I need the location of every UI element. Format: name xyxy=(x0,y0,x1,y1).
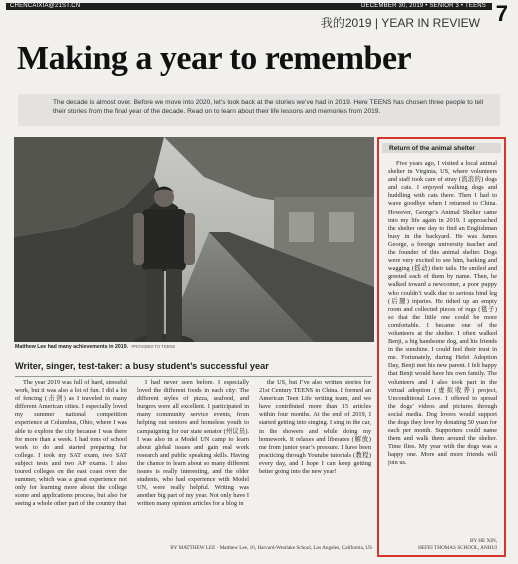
photo-illustration xyxy=(14,137,374,342)
photo-caption xyxy=(15,344,175,350)
sidebar-byline xyxy=(385,538,497,552)
intro-box xyxy=(18,94,500,126)
section-title: 我的2019 | YEAR IN REVIEW xyxy=(320,16,480,30)
issue-info: DECEMBER 30, 2019 • SENIOR 3 • TEENS xyxy=(361,3,486,9)
story-column-1 xyxy=(15,379,127,539)
story-column-1-text: The year 2019 was full of hard, stressful work, but it was also a lot of fun. I did a lot of fencing (击剑) as I traveled to many different American cities. I especially loved my summer national competition experience at Columbus, Ohio, where I was able to explore the city because I was there for more than a week. I had tons of school work to do and started preparing for college. I took my SAT exam, two SAT subject tests and two AP exams. I also toured colleges on the east coast over the summer, which was a great experience not only for learning more about the college scene and applications process, but also for seeing a whole other part of the country that xyxy=(15,379,127,508)
story-column-2 xyxy=(137,379,249,539)
animal-shelter-sidebar xyxy=(377,137,506,557)
divider xyxy=(15,376,372,377)
story-body xyxy=(15,379,372,539)
page-number: 7 xyxy=(495,1,508,26)
sidebar-school: HEFEI THOMAS SCHOOL, ANHUI xyxy=(418,545,497,551)
sidebar-title: Return of the animal shelter xyxy=(389,145,475,152)
story-school: Matthew Lee, 16, Harvard-Westlake School, Los Angeles, California, US xyxy=(219,545,372,551)
site-email: CHENCAIXIA@21ST.CN xyxy=(10,3,81,9)
story-title: Writer, singer, test-taker: a busy student’s successful year xyxy=(15,361,269,371)
feature-photo xyxy=(14,137,374,342)
top-bar xyxy=(6,3,492,10)
story-byline: BY MATTHEW LEE · Matthew Lee, 16, Harvard-Westlake School, Los Angeles, California, US xyxy=(170,545,372,551)
story-column-3 xyxy=(259,379,371,539)
story-author: BY MATTHEW LEE xyxy=(170,545,216,551)
story-column-2-text: I had never seen before. I especially loved the different foods in each city: The different styles of pizza, seafood, and burgers were all excellent. I participated in many community service events, from helping out seniors and homeless youth to campaigning for our state senator (州议员). I was also in a Model UN camp to learn about global issues and gain real work research and public speaking skills. Having the chance to learn about so many different issues is really interesting, and the older students, who had experience with Model UN, were really helpful. Writing was another big part of my year. Not only have I written many opinion articles for a blog in xyxy=(137,379,249,508)
page-headline: Making a year to remember xyxy=(17,40,412,77)
sidebar-text: Five years ago, I visited a local animal shelter in Virginia, US, where volunteers and staff took care of stray (流浪的) dogs and cats. I enjoyed walking dogs and huddling with cats there. Then I had to wave goodbye when I returned to China. However, George’s Animal Shelter came into my life again in 2019. I approached the shelter one day to find an Englishman busy in the backyard. He was James George, a foreign university teacher and the founder of this animal shelter. Dogs were very excited to see him, barking and wagging (摇动) their tails. He smiled and greeted each of them by name. Then, he walked toward a newcomer, a poor puppy who couldn’t walk due to serious hind leg (后腿) injuries. He tidied up an empty room and collected pieces of rugs (毯子) so that the little one could be more comfortable. I became one of the volunteers at the shelter. I often walked Benji, a big handsome dog, and his friends in the sunshine. I could feel their trust in me. Fortunately, during Hefei Adoption Day, Benji met his new parent. I felt happy that Benji would have his own family. The volunteers and I also took part in the virtual adoption (虚拟收养) project, Unconditional Love. I offered to spread the dogs’ videos and pictures through social media. Dog lovers would support the dogs they love by donating 50 yuan for each per month. Supporters could name them and walk them around the shelter. Time flies. My year with the dogs was a happy one. More and more friends will join us. xyxy=(388,160,497,467)
intro-text: The decade is almost over. Before we move into 2020, let’s look back at the stories we’ve had in 2019. Here TEENS has chosen three people to tell their stories from the final year of the decade. Read on to learn about their life lessons and memories from 2019. xyxy=(53,99,484,115)
photo-credit: PROVIDED TO TEENS xyxy=(131,344,176,349)
photo-caption-text: Matthew Lee had many achievements in 2019. xyxy=(15,344,129,350)
sidebar-author: BY HE XIN, xyxy=(469,538,497,544)
story-column-3-text: the US, but I’ve also written stories for 21st Century TEENS in China. I formed an American Teen Life writing team, and we have contributed more than 15 articles within four months. At the end of 2019, I started getting into singing. I sing in the car, in the showers and while doing my homework. It relaxes and liberates (解放) me from junior year’s pressure. I have been practicing through Youtube tutorials (教程) every day, and I hope I can keep getting better going into the new year! xyxy=(259,379,371,476)
sidebar-body xyxy=(388,160,497,532)
